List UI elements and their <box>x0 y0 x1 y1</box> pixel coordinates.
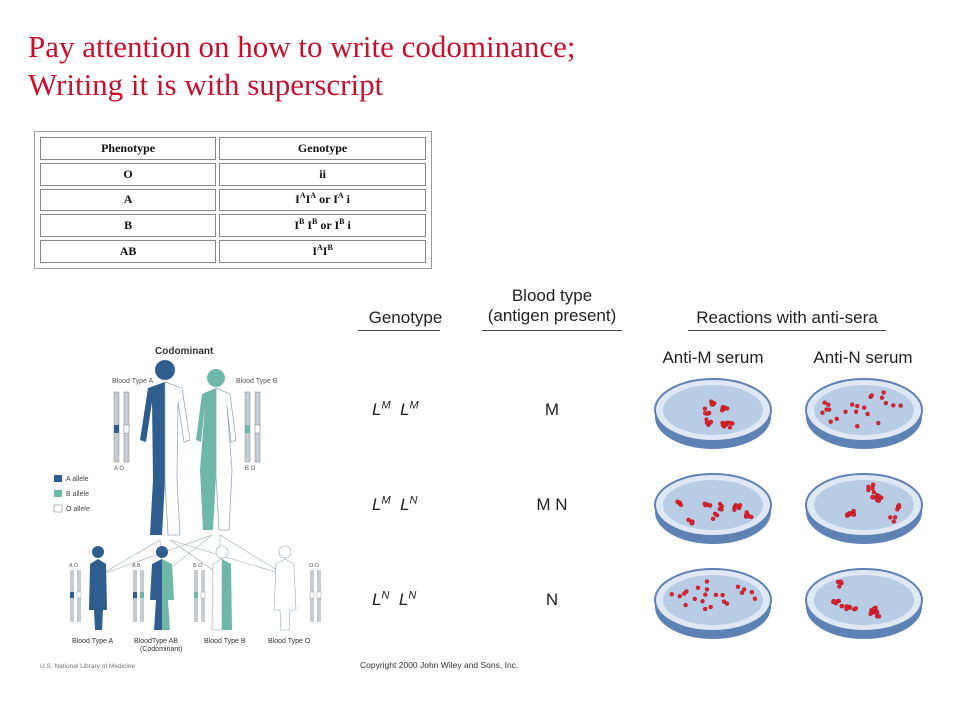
child-blood-type-a <box>70 546 107 630</box>
agglutinated-dish <box>652 370 774 452</box>
blood-type-label: M <box>544 400 560 419</box>
legend-a-allele: A allele <box>66 476 89 483</box>
codominant-pedigree <box>40 330 340 675</box>
allele-legend <box>54 475 90 513</box>
parent-left-alleles: A O <box>114 466 125 472</box>
table-row <box>40 163 426 186</box>
pedigree-title: Codominant <box>155 346 214 357</box>
child-a-label: Blood Type A <box>72 638 114 645</box>
blood-type-label: N <box>545 590 559 609</box>
legend-o-allele: O allele <box>66 506 90 513</box>
table-row <box>40 240 426 263</box>
legend-b-allele: B allele <box>66 491 89 498</box>
child-o-label: Blood Type O <box>268 638 311 645</box>
agglutinated-dish <box>803 560 925 642</box>
child-blood-type-o <box>274 546 321 630</box>
child-a-alleles: A O <box>69 563 79 569</box>
parent-right-alleles: B O <box>245 466 256 472</box>
phenotype-genotype-table <box>34 131 432 269</box>
parent-right-chromosomes <box>245 392 260 462</box>
table-row <box>40 214 426 237</box>
title-line-2: Writing it is with superscript <box>28 67 384 102</box>
title-line-1: Pay attention on how to write codominance; <box>28 29 576 64</box>
child-blood-type-ab <box>133 546 174 630</box>
header-blood-type: Blood type <box>511 286 593 305</box>
non-agglutinated-dish <box>803 370 925 452</box>
genotype-cell: $I^AI^A$ or $I^A$ i <box>219 189 426 212</box>
header-phenotype: Phenotype <box>40 137 216 160</box>
header-genotype: Genotype <box>219 137 426 160</box>
phenotype-cell: AB <box>40 240 216 263</box>
genotype-cell: $I^AI^B$ <box>219 240 426 263</box>
blood-type-label: M N <box>536 495 568 514</box>
nlm-credit: U.S. National Library of Medicine <box>40 663 136 670</box>
child-o-alleles: O O <box>309 563 320 569</box>
parent-left-chromosomes <box>114 392 129 462</box>
header-anti-m: Anti-M serum <box>662 348 764 367</box>
mn-blood-group-diagram <box>348 280 948 675</box>
father-figure <box>140 360 190 535</box>
parent-right-label: Blood Type B <box>236 378 278 385</box>
child-b-label: Blood Type B <box>204 638 246 645</box>
child-ab-label: BloodType AB (Codominant) <box>134 638 183 653</box>
blood-type-rule <box>482 330 622 331</box>
agglutinated-dish <box>652 465 774 547</box>
header-antigen-present: (antigen present) <box>487 306 617 325</box>
header-genotype: Genotype <box>368 308 443 327</box>
phenotype-cell: A <box>40 189 216 212</box>
child-blood-type-b <box>194 546 232 630</box>
phenotype-cell: B <box>40 214 216 237</box>
table-header-row <box>40 137 426 160</box>
parent-left-label: Blood Type A <box>112 378 154 385</box>
agglutinated-dish <box>803 465 925 547</box>
non-agglutinated-dish <box>652 560 774 642</box>
child-ab-alleles: A B <box>132 563 141 569</box>
header-anti-n: Anti-N serum <box>813 348 913 367</box>
reactions-rule <box>688 330 886 331</box>
slide-title <box>28 28 576 104</box>
genotype-label: $L^N$ $L^N$ <box>372 589 417 609</box>
genotype-rule <box>358 330 440 331</box>
copyright: Copyright 2000 John Wiley and Sons, Inc. <box>360 660 519 670</box>
genotype-label: $L^M$ $L^N$ <box>372 494 418 514</box>
table-row <box>40 189 426 212</box>
phenotype-cell: O <box>40 163 216 186</box>
genotype-cell: ii <box>219 163 426 186</box>
header-reactions: Reactions with anti-sera <box>696 308 878 327</box>
inheritance-lines <box>100 535 285 575</box>
mother-figure <box>196 369 236 530</box>
child-b-alleles: B O <box>193 563 203 569</box>
genotype-label: $L^M$ $L^M$ <box>372 399 419 419</box>
genotype-cell: $I^B$ $I^B$ or $I^B$ i <box>219 214 426 237</box>
